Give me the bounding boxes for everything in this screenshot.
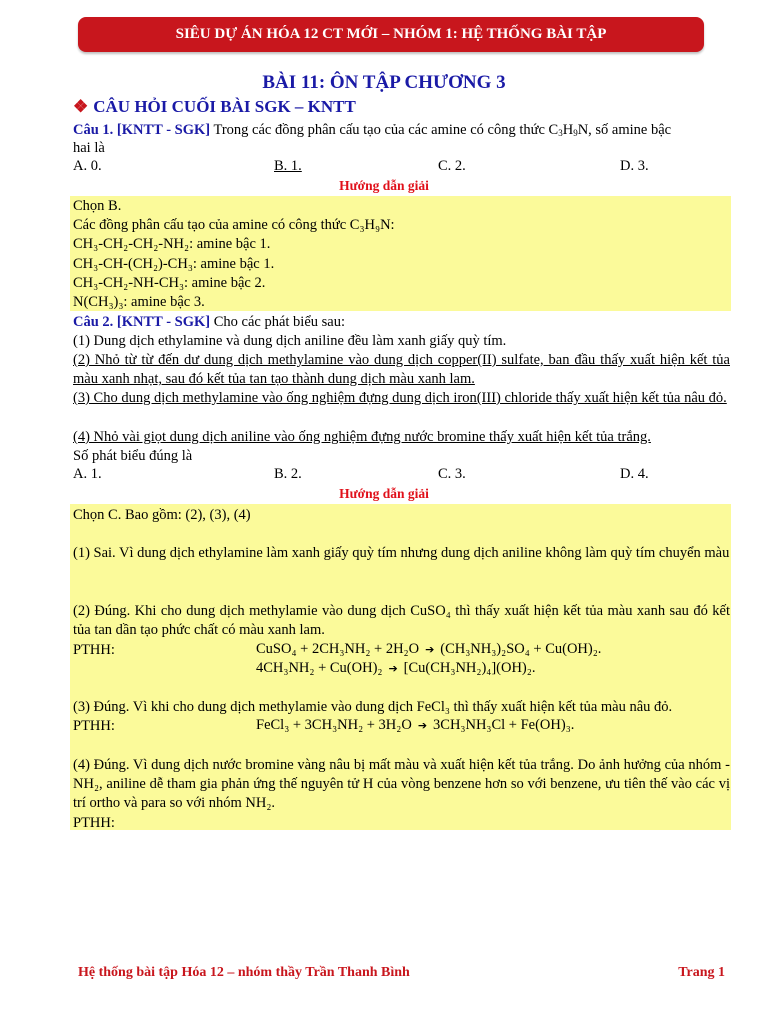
q2-statement-4: (4) Nhỏ vài giọt dung dịch aniline vào ống nghiệm đựng nước bromine thấy xuất hiện kết tủa trắng.: [73, 429, 651, 445]
q2-equation: CuSO₄ + 2CH₃NH₂ + 2H₂O ➔ (CH₃NH₃)₂SO₄ + Cu(OH)₂.: [256, 641, 602, 657]
diamond-bullet-icon: ❖: [73, 97, 89, 116]
q2-explanation-1: (1) Sai. Vì dung dịch ethylamine làm xanh giấy quỳ tím nhưng dung dịch aniline không làm quỳ tím chuyển màu: [73, 545, 730, 561]
q1-answer: Chọn B.: [73, 198, 122, 214]
q2-guide-heading: Hướng dẫn giải: [339, 486, 429, 501]
q1-solution-line: CH₃-CH₂-CH₂-NH₂: amine bậc 1.: [73, 236, 271, 252]
q2-pthh-label: PTHH:: [73, 642, 115, 658]
q1-solution-line: CH₃-CH-(CH₂)-CH₃: amine bậc 1.: [73, 256, 275, 272]
q2-explanation-2: (2) Đúng. Khi cho dung dịch methylamie vào dung dịch CuSO₄ thì thấy xuất hiện kết tủa màu xanh sau đó kết tủa tan dần tạo phức chất có màu xanh lam.: [73, 603, 730, 638]
q2-statement-2: (2) Nhỏ từ từ đến dư dung dịch methylamine vào dung dịch copper(II) sulfate, ban đầu thấy xuất hiện kết tủa màu xanh nhạt, sau đó kết tủa tan tạo thành dung dịch màu xanh lam.: [73, 352, 730, 387]
q2-pthh-end: PTHH:: [73, 815, 115, 831]
q1-option-a: A. 0.: [73, 158, 102, 174]
arrow-right-icon: ➔: [417, 719, 428, 732]
q1-solution-intro: Các đồng phân cấu tạo của amine có công thức C₃H₉N:: [73, 217, 395, 233]
q1-stem: Câu 1. [KNTT - SGK] Trong các đồng phân cấu tạo của các amine có công thức $C_3H_9N$, số amine bậc: [73, 122, 672, 138]
q2-pthh-label: PTHH:: [73, 718, 115, 734]
q1-guide-heading: Hướng dẫn giải: [339, 178, 429, 193]
arrow-right-icon: ➔: [425, 643, 435, 656]
q2-option-b: B. 2.: [274, 466, 302, 482]
arrow-right-icon: ➔: [388, 662, 398, 675]
q2-explanation-4: (4) Đúng. Vì dung dịch nước bromine vàng nâu bị mất màu và xuất hiện kết tủa trắng. Do ảnh hưởng của nhóm -NH₂, aniline dễ tham gia phản ứng thế nguyên tử H của vòng benzene hơn so với benzene, ưu tiên thế vào các vị trí ortho và para so với nhóm NH₂.: [73, 757, 730, 811]
q1-option-b: B. 1.: [274, 158, 302, 174]
q1-option-d: D. 3.: [620, 158, 649, 174]
q1-stem-line2: hai là: [73, 140, 105, 156]
q2-statement-1: (1) Dung dịch ethylamine và dung dịch aniline đều làm xanh giấy quỳ tím.: [73, 333, 507, 349]
q2-equation: 4CH₃NH₂ + Cu(OH)₂ ➔ [Cu(CH₃NH₂)₄](OH)₂.: [256, 660, 536, 676]
q2-question: Số phát biểu đúng là: [73, 448, 193, 464]
q2-statement-3: (3) Cho dung dịch methylamine vào ống nghiệm đựng dung dịch iron(III) chloride thấy xuất hiện kết tủa nâu đỏ.: [73, 390, 727, 406]
q1-label: Câu 1. [KNTT - SGK]: [73, 122, 211, 138]
q2-answer: Chọn C. Bao gồm: (2), (3), (4): [73, 507, 251, 523]
q1-solution-line: N(CH₃)₃: amine bậc 3.: [73, 294, 205, 310]
q1-solution-line: CH₃-CH₂-NH-CH₃: amine bậc 2.: [73, 275, 266, 291]
section-title: ❖ CÂU HỎI CUỐI BÀI SGK – KNTT: [73, 97, 356, 116]
header-banner: SIÊU DỰ ÁN HÓA 12 CT MỚI – NHÓM 1: HỆ THỐNG BÀI TẬP: [78, 17, 704, 52]
q2-option-d: D. 4.: [620, 466, 649, 482]
q2-option-a: A. 1.: [73, 466, 102, 482]
lesson-title: BÀI 11: ÔN TẬP CHƯƠNG 3: [262, 72, 506, 93]
page-number: Trang 1: [678, 965, 725, 980]
q2-option-c: C. 3.: [438, 466, 466, 482]
q2-explanation-3: (3) Đúng. Vì khi cho dung dịch methylamie vào dung dịch FeCl₃ thì thấy xuất hiện kết tủa màu nâu đỏ.: [73, 699, 673, 715]
q2-equation: FeCl₃ + 3CH₃NH₂ + 3H₂O ➔ 3CH₃NH₃Cl + Fe(OH)₃.: [256, 717, 575, 733]
q1-option-c: C. 2.: [438, 158, 466, 174]
q2-stem: Câu 2. [KNTT - SGK] Cho các phát biểu sau:: [73, 314, 345, 330]
footer-left: Hệ thống bài tập Hóa 12 – nhóm thầy Trần Thanh Bình: [78, 965, 410, 980]
q2-label: Câu 2. [KNTT - SGK]: [73, 314, 211, 330]
